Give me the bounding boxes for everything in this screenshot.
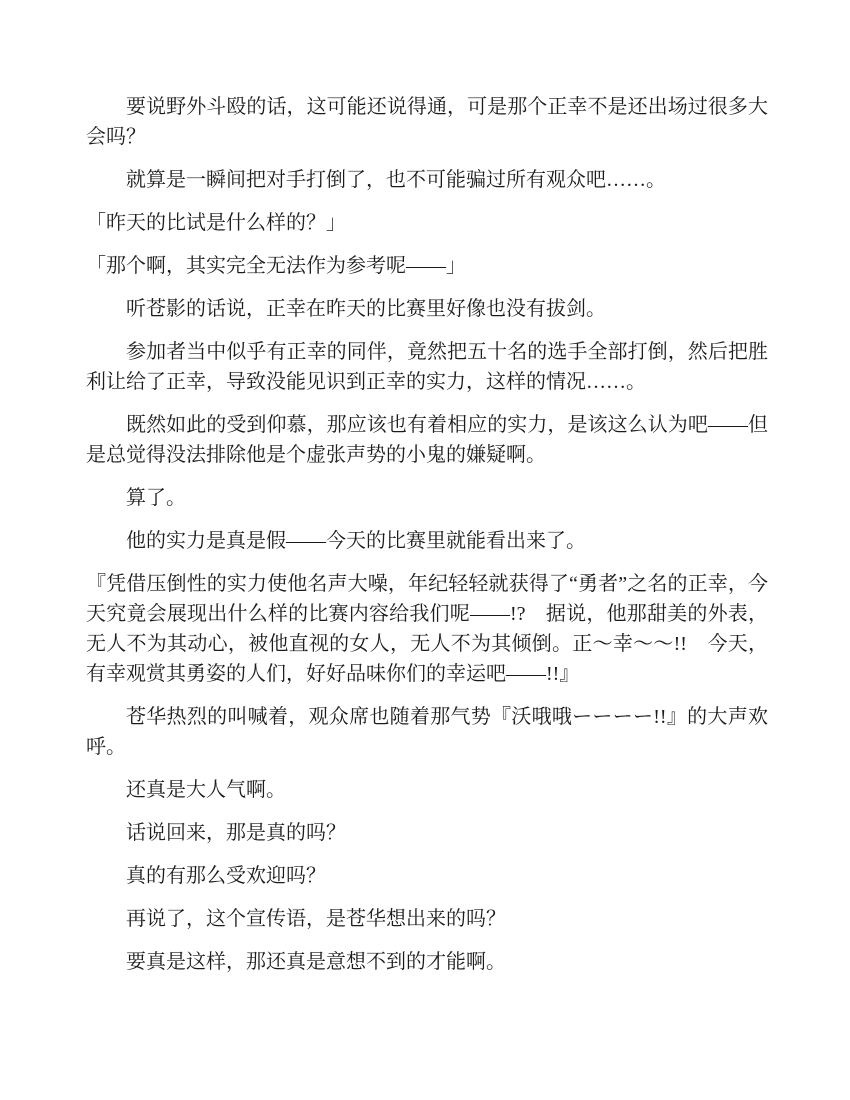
paragraph-narration: 要说野外斗殴的话，这可能还说得通，可是那个正幸不是还出场过很多大会吗？ bbox=[86, 96, 768, 148]
novel-text-block bbox=[86, 92, 768, 990]
paragraph-narration: 他的实力是真是假——今天的比赛里就能看出来了。 bbox=[126, 530, 586, 552]
paragraph-narration: 真的有那么受欢迎吗？ bbox=[126, 865, 326, 887]
paragraph-narration: 就算是一瞬间把对手打倒了，也不可能骗过所有观众吧……。 bbox=[126, 169, 666, 191]
paragraph-narration: 算了。 bbox=[126, 487, 186, 509]
paragraph-narration: 参加者当中似乎有正幸的同伴，竟然把五十名的选手全部打倒，然后把胜利让给了正幸，导致没能见识到正幸的实力，这样的情况……。 bbox=[86, 341, 768, 393]
paragraph-narration: 苍华热烈的叫喊着，观众席也随着那气势『沃哦哦ーーーー!!』的大声欢呼。 bbox=[86, 706, 768, 758]
paragraph-narration: 话说回来，那是真的吗？ bbox=[126, 822, 346, 844]
paragraph-narration: 既然如此的受到仰慕，那应该也有着相应的实力，是该这么认为吧——但是总觉得没法排除他是个虚张声势的小鬼的嫌疑啊。 bbox=[86, 414, 768, 466]
paragraph-dialogue: 「昨天的比试是什么样的？」 bbox=[86, 212, 346, 234]
paragraph-dialogue: 「那个啊，其实完全无法作为参考呢——」 bbox=[86, 255, 466, 277]
paragraph-narration: 再说了，这个宣传语，是苍华想出来的吗？ bbox=[126, 908, 506, 930]
paragraph-narration: 要真是这样，那还真是意想不到的才能啊。 bbox=[126, 951, 506, 973]
paragraph-narration: 还真是大人气啊。 bbox=[126, 779, 286, 801]
paragraph-announcement: 『凭借压倒性的实力使他名声大噪，年纪轻轻就获得了“勇者”之名的正幸，今天究竟会展现出什么样的比赛内容给我们呢——!? 据说，他那甜美的外表，无人不为其动心，被他直视的女人，无人不为其倾倒。正～幸～～!! 今天，有幸观赏其勇姿的人们，好好品味你们的幸运吧——!!』 bbox=[86, 573, 768, 685]
paragraph-narration: 听苍影的话说，正幸在昨天的比赛里好像也没有拔剑。 bbox=[126, 298, 606, 320]
